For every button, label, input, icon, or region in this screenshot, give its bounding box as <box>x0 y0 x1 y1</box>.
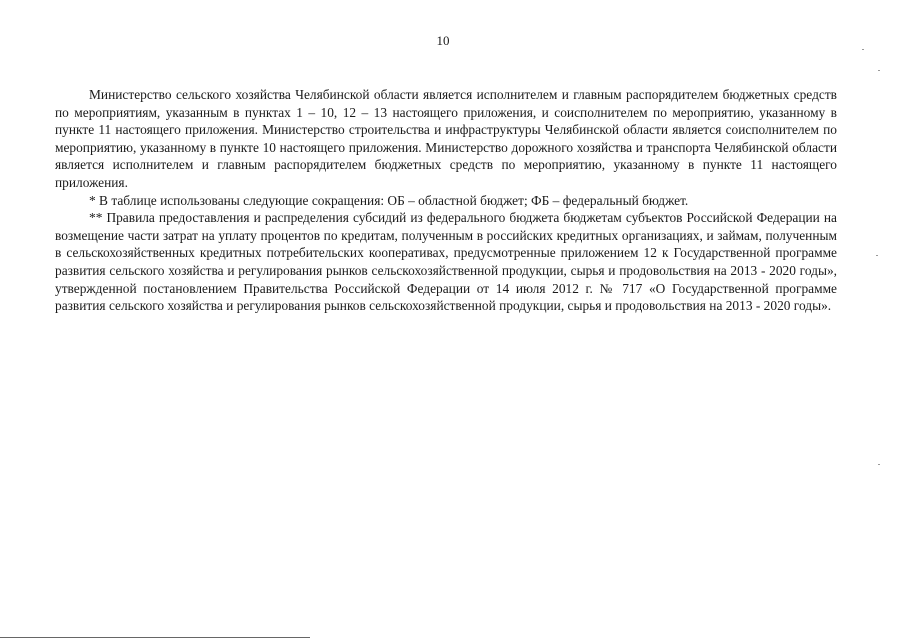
scan-artifact-dot <box>878 70 880 71</box>
scan-artifact-dot <box>876 255 878 256</box>
paragraph-abbreviations-note: * В таблице использованы следующие сокращения: ОБ – областной бюджет; ФБ – федеральный бюджет. <box>89 192 689 208</box>
page-number: 10 <box>436 33 450 48</box>
scan-artifact-dot <box>878 464 880 465</box>
document-body <box>55 86 837 315</box>
scan-artifact-dot <box>862 49 864 50</box>
scan-artifact-line <box>0 637 310 638</box>
paragraph-subsidy-rules-note: ** Правила предоставления и распределения субсидий из федерального бюджета бюджетам субъектов Российской Федерации на возмещение части затрат на уплату процентов по кредитам, полученным в российских кредитных организациях, и займам, полученным в сельскохозяйственных кредитных потребительских кооперативах, предусмотренные приложением 12 к Государственной программе развития сельского хозяйства и регулирования рынков сельскохозяйственной продукции, сырья и продовольствия на 2013 - 2020 годы», утвержденной постановлением Правительства Российской Федерации от 14 июля 2012 г. № 717 «О Государственной программе развития сельского хозяйства и регулирования рынков сельскохозяйственной продукции, сырья и продовольствия на 2013 - 2020 годы». <box>55 210 837 314</box>
paragraph-responsible-ministries: Министерство сельского хозяйства Челябинской области является исполнителем и главным распорядителем бюджетных средств по мероприятиям, указанным в пунктах 1 – 10, 12 – 13 настоящего приложения, и соисполнителем по мероприятию, указанному в пункте 11 настоящего приложения. Министерство строительства и инфраструктуры Челябинской области является соисполнителем по мероприятию, указанному в пункте 10 настоящего приложения. Министерство дорожного хозяйства и транспорта Челябинской области является исполнителем и главным распорядителем бюджетных средств по мероприятию, указанному в пункте 11 настоящего приложения. <box>55 87 837 190</box>
